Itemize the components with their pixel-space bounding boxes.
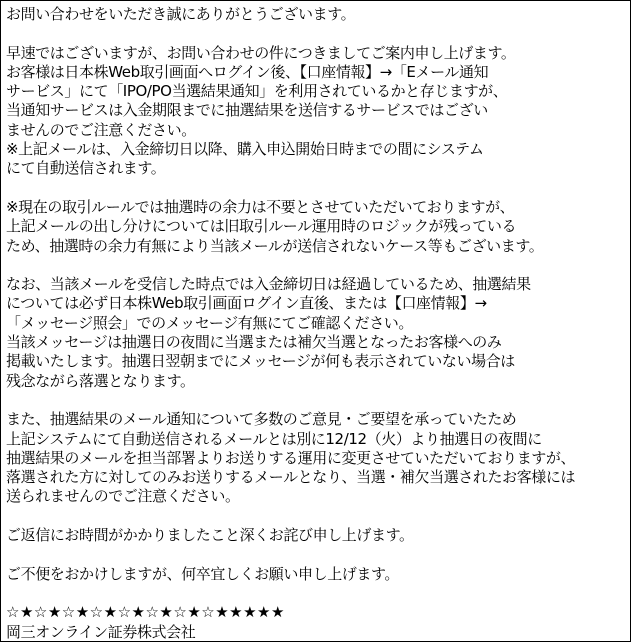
trading-rule-paragraph bbox=[6, 198, 628, 256]
closing-line: ご不便をおかけしますが、何卒宜しくお願い申し上げます。 bbox=[6, 564, 400, 583]
guidance-line: お客様は日本株Web取引画面へログイン後、【口座情報】→「Eメール通知 bbox=[6, 62, 489, 81]
notification-change-line: また、抽選結果のメール通知について多数のご意見・ご要望を承っていたため bbox=[6, 410, 517, 429]
guidance-line: 当通知サービスは入金期限までに抽選結果を送信するサービスではござい bbox=[6, 101, 488, 120]
greeting-line: お問い合わせをいただき誠にありがとうございます。 bbox=[6, 5, 356, 23]
result-check-line: 当該メッセージは抽選日の夜間に当選または補欠当選となったお客様へのみ bbox=[6, 333, 502, 352]
signature-block bbox=[6, 603, 628, 642]
notification-change-line: 落選された方に対してのみお送りするメールとなり、当選・補欠当選されたお客様には bbox=[6, 468, 576, 487]
guidance-line: ませんのでご注意ください。 bbox=[6, 120, 196, 139]
notification-change-line: 送られませんのでご注意ください。 bbox=[6, 487, 240, 506]
apology-line: ご返信にお時間がかかりましたこと深くお詫び申し上げます。 bbox=[6, 526, 414, 545]
trading-rule-line: ※現在の取引ルールでは抽選時の余力は不要とさせていただいておりますが、 bbox=[6, 197, 515, 216]
greeting-paragraph bbox=[6, 5, 628, 24]
apology-paragraph bbox=[6, 526, 628, 545]
guidance-line: 早速ではございますが、お問い合わせの件につきましてご案内申し上げます。 bbox=[6, 43, 516, 62]
signature-company: 岡三オンライン証券株式会社 bbox=[6, 622, 196, 641]
guidance-paragraph bbox=[6, 44, 628, 179]
guidance-line: にて自動送信されます。 bbox=[6, 159, 166, 178]
result-check-line: については必ず日本株Web取引画面ログイン直後、または【口座情報】→ bbox=[6, 294, 487, 313]
result-check-line: なお、当該メールを受信した時点では入金締切日は経過しているため、抽選結果 bbox=[6, 275, 531, 294]
guidance-line: サービス」にて「IPO/PO当選結果通知」を利用されているかと存じますが、 bbox=[6, 82, 508, 101]
trading-rule-line: ため、抽選時の余力有無により当該メールが送信されないケース等もございます。 bbox=[6, 236, 544, 255]
signature-stars: ☆★☆★☆★☆★☆★☆★☆★☆★★★★★ bbox=[6, 603, 285, 622]
result-check-line: 残念ながら落選となります。 bbox=[6, 371, 195, 390]
result-check-line: 掲載いたします。抽選日翌朝までにメッセージが何も表示されていない場合は bbox=[6, 352, 515, 371]
email-body bbox=[6, 5, 628, 642]
closing-paragraph bbox=[6, 565, 628, 584]
notification-change-paragraph bbox=[6, 410, 628, 506]
guidance-line: ※上記メールは、入金締切日以降、購入申込開始日時までの間にシステム bbox=[6, 140, 484, 159]
notification-change-line: 上記システムにて自動送信されるメールとは別に12/12（火）より抽選日の夜間に bbox=[6, 429, 542, 448]
notification-change-line: 抽選結果のメールを担当部署よりお送りする運用に変更させていただいておりますが、 bbox=[6, 448, 576, 467]
result-check-paragraph bbox=[6, 275, 628, 391]
trading-rule-line: 上記メールの出し分けについては旧取引ルール運用時のロジックが残っている bbox=[6, 217, 517, 236]
result-check-line: 「メッセージ照会」でのメッセージ有無にてご確認ください。 bbox=[6, 313, 414, 332]
